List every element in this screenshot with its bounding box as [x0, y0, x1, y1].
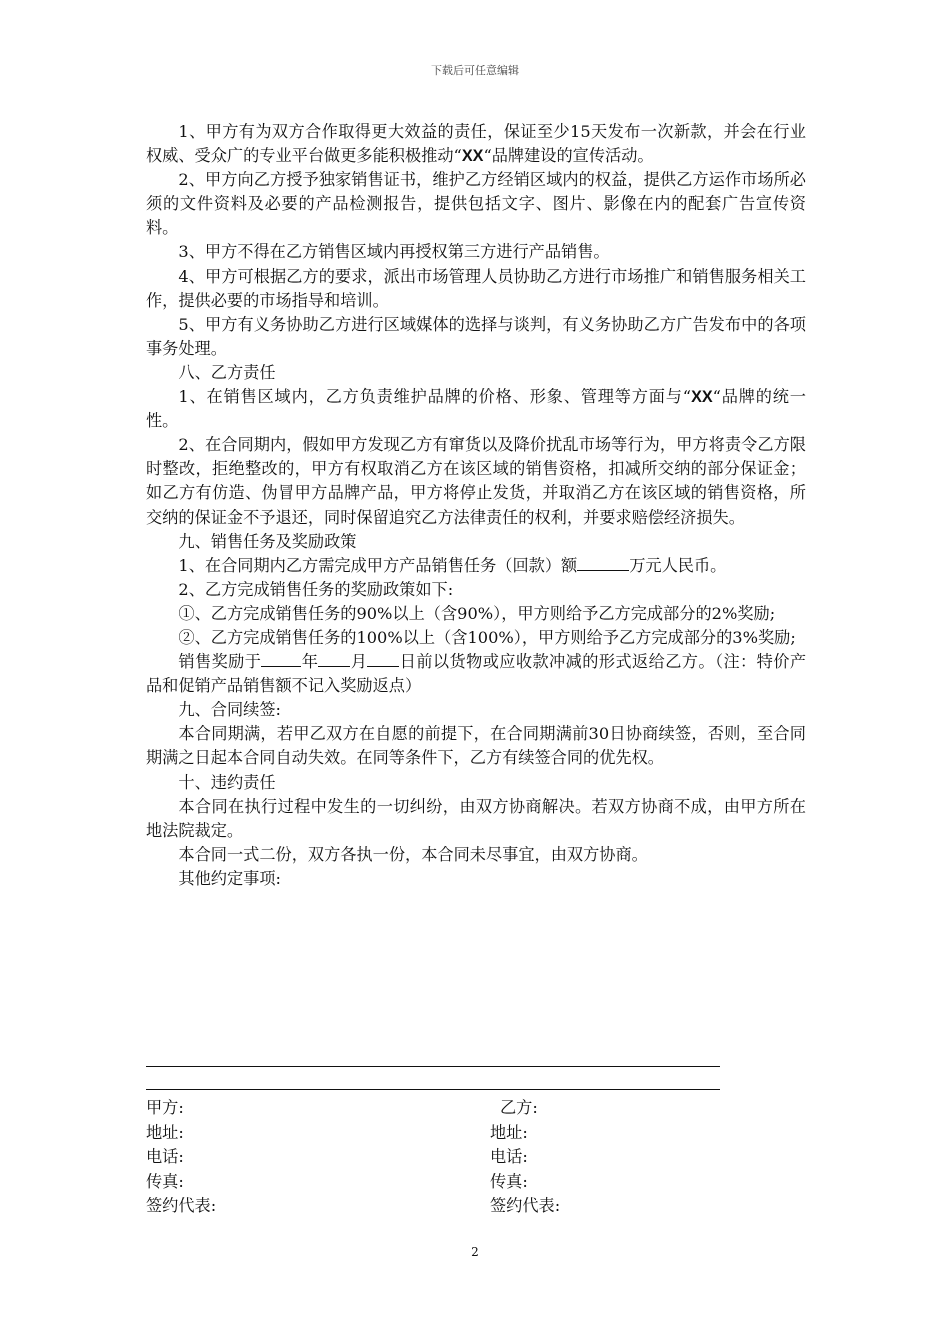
- paragraph-5: 5、甲方有义务协助乙方进行区域媒体的选择与谈判，有义务协助乙方广告发布中的各项事务处理。: [146, 314, 806, 358]
- paragraph-9-1-tail: 万元人民币。: [629, 555, 727, 575]
- paragraph-9-2: 2、乙方完成销售任务的奖励政策如下:: [178, 579, 454, 599]
- month-label: 月: [350, 652, 368, 672]
- header-note: 下载后可任意编辑: [431, 64, 519, 77]
- contract-body: [146, 120, 806, 891]
- paragraph-4: 4、甲方可根据乙方的要求，派出市场管理人员协助乙方进行市场推广和销售服务相关工作，提供必要的市场指导和培训。: [146, 266, 806, 310]
- paragraph-10-2: 本合同一式二份，双方各执一份，本合同未尽事宜，由双方协商。: [178, 844, 648, 864]
- fill-line-1: [146, 1066, 720, 1067]
- section-heading-8: 八、乙方责任: [178, 362, 276, 382]
- day-blank: [367, 652, 399, 667]
- year-label: 年: [301, 652, 319, 672]
- fax-b-label: 传真:: [490, 1171, 528, 1191]
- amount-blank: [577, 556, 629, 571]
- party-b-label: 乙方:: [500, 1098, 538, 1117]
- fax-a-label: 传真:: [146, 1171, 184, 1191]
- paragraph-9-3: ①、乙方完成销售任务的90%以上（含90%），甲方则给予乙方完成部分的2%奖励;: [178, 603, 776, 623]
- paragraph-8-1-tail: “品牌的统一性。: [146, 387, 806, 431]
- section-heading-9: 九、销售任务及奖励政策: [178, 531, 357, 551]
- paragraph-1-tail: “品牌建设的宣传活动。: [483, 146, 654, 166]
- section-heading-10: 十、违约责任: [178, 772, 276, 792]
- paragraph-9-1-text: 1、在合同期内乙方需完成甲方产品销售任务（回款）额: [178, 555, 578, 575]
- signature-row-phone: [146, 1145, 806, 1170]
- phone-a-label: 电话:: [146, 1147, 184, 1167]
- paragraph-8-1: [146, 385, 806, 433]
- reward-date-text: 销售奖励于: [178, 652, 262, 672]
- paragraph-renewal: 本合同期满，若甲乙双方在自愿的前提下，在合同期满前30日协商续签，否则，至合同期满之日起本合同自动失效。在同等条件下，乙方有续签合同的优先权。: [146, 724, 806, 768]
- paragraph-2: 2、甲方向乙方授予独家销售证书，维护乙方经销区域内的权益，提供乙方运作市场所必须的文件资料及必要的产品检测报告，提供包括文字、图片、影像在内的配套广告宣传资料。: [146, 170, 806, 238]
- reward-date-tail: 日前以货物或应收款冲减的形式返给乙方。（注：特价产品和促销产品销售额不记入奖励返点）: [146, 652, 807, 696]
- page-number: 2: [471, 1245, 479, 1259]
- address-a-label: 地址:: [146, 1122, 184, 1142]
- rep-b-label: 签约代表:: [490, 1196, 561, 1216]
- paragraph-8-2: 2、在合同期内，假如甲方发现乙方有窜货以及降价扰乱市场等行为，甲方将责令乙方限时整改，拒绝整改的，甲方有权取消乙方在该区域的销售资格，扣减所交纳的部分保证金；如乙方有仿造、伪冒甲方品牌产品，甲方将停止发货，并取消乙方在该区域的销售资格，所交纳的保证金不予退还，同时保留追究乙方法律责任的权利，并要求赔偿经济损失。: [146, 435, 806, 527]
- month-blank: [318, 652, 350, 667]
- paragraph-9-5: [146, 650, 806, 698]
- paragraph-3: 3、甲方不得在乙方销售区域内再授权第三方进行产品销售。: [178, 242, 610, 262]
- signature-row-party: [146, 1096, 806, 1121]
- brand-placeholder: XX: [691, 388, 713, 407]
- paragraph-1-text: 1、甲方有为双方合作取得更大效益的责任，保证至少15天发布一次新款，并会在行业权威、受众广的专业平台做更多能积极推动“: [146, 122, 806, 166]
- signature-block: [146, 1096, 806, 1219]
- section-heading-renewal: 九、合同续签:: [178, 700, 281, 720]
- signature-row-representative: [146, 1194, 806, 1219]
- party-a-label: 甲方:: [146, 1098, 184, 1117]
- paragraph-9-4: ②、乙方完成销售任务的100%以上（含100%），甲方则给予乙方完成部分的3%奖励;: [178, 627, 796, 647]
- paragraph-10-1: 本合同在执行过程中发生的一切纠纷，由双方协商解决。若双方协商不成，由甲方所在地法院裁定。: [146, 796, 806, 840]
- paragraph-10-3: 其他约定事项:: [178, 868, 281, 888]
- fill-line-2: [146, 1089, 720, 1090]
- paragraph-8-1-text: 1、在销售区域内，乙方负责维护品牌的价格、形象、管理等方面与“: [178, 387, 692, 407]
- paragraph-1: [146, 120, 806, 168]
- phone-b-label: 电话:: [490, 1147, 528, 1167]
- rep-a-label: 签约代表:: [146, 1196, 217, 1216]
- signature-row-fax: [146, 1170, 806, 1195]
- paragraph-9-1: [146, 554, 806, 578]
- address-b-label: 地址:: [490, 1122, 528, 1142]
- year-blank: [261, 652, 301, 667]
- brand-placeholder: XX: [461, 147, 484, 166]
- signature-row-address: [146, 1121, 806, 1146]
